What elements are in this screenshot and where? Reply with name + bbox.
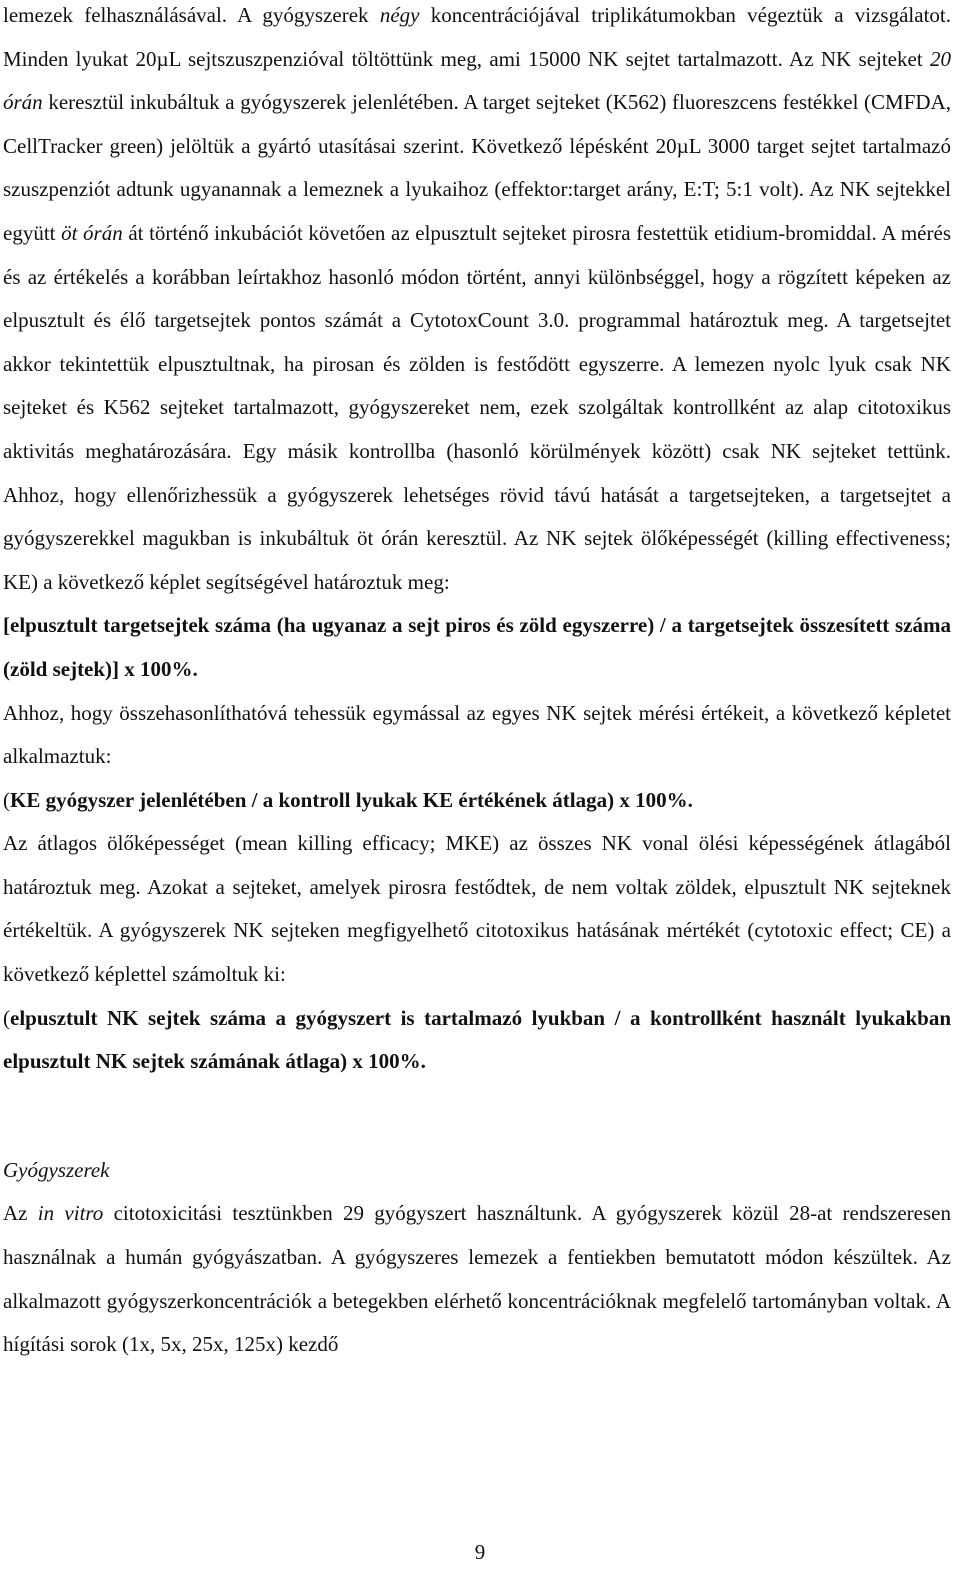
text-run: át történő inkubációt követően az elpusztult sejteket pirosra festettük etidium-bromiddal. A mérés és az értékelés a korábban leírtakhoz hasonló módon történt, annyi különbséggel, hogy a rögzített képeken az elpusztult és élő targetsejtek pontos számát a CytotoxCount 3.0. programmal határoztuk meg. A targetsejtet akkor tekintettük elpusztultnak, ha pirosan és zölden is festődött egyszerre. A lemezen nyolc lyuk csak NK sejteket és K562 sejteket tartalmazott, gyógyszereket nem, ezek szolgáltak kontrollként az alap citotoxikus aktivitás meghatározására. Egy másik kontrollba (hasonló körülmények között) csak NK sejteket tettünk. Ahhoz, hogy ellenőrizhessük a gyógyszerek lehetséges rövid távú hatását a targetsejteken, a targetsejtet a gyógyszerekkel magukban is inkubáltuk öt órán keresztül. Az NK sejtek ölőképességét (killing effectiveness; KE) a következő képlet segítségével határoztuk meg: bbox=[3, 220, 951, 594]
section-spacer bbox=[3, 1084, 951, 1149]
methods-paragraph bbox=[3, 0, 951, 604]
text-run: citotoxicitási tesztünkben 29 gyógyszert használtunk. A gyógyszerek közül 28-at rendszeresen használnak a humán gyógyászatban. A gyógyszeres lemezek a fentiekben bemutatott módon készültek. Az alkalmazott gyógyszerkoncentrációk a betegekben elérhető koncentrációknak megfelelő tartományban voltak. A hígítási sorok (1x, 5x, 25x, 125x) kezdő bbox=[3, 1201, 951, 1357]
italic-run: in vitro bbox=[37, 1201, 104, 1226]
drugs-paragraph bbox=[3, 1192, 951, 1366]
normalization-formula bbox=[3, 779, 951, 823]
formula-open-paren: ( bbox=[3, 787, 10, 812]
page-body bbox=[3, 0, 951, 1367]
normalization-paragraph: Ahhoz, hogy összehasonlíthatóvá tehessük egymással az egyes NK sejtek mérési értékeit, a következő képletet alkalmaztuk: bbox=[3, 700, 951, 769]
killing-effectiveness-formula: [elpusztult targetsejtek száma (ha ugyanaz a sejt piros és zöld egyszerre) / a targetsejtek összesített száma (zöld sejtek)] x 100%. bbox=[3, 613, 951, 681]
cytotoxic-effect-formula bbox=[3, 997, 951, 1084]
page-number: 9 bbox=[474, 1540, 486, 1564]
italic-run: öt órán bbox=[61, 220, 123, 245]
text-run: lemezek felhasználásával. A gyógyszerek bbox=[3, 3, 380, 27]
formula-text: KE gyógyszer jelenlétében / a kontroll lyukak KE értékének átlaga) x 100%. bbox=[10, 787, 693, 812]
section-heading: Gyógyszerek bbox=[3, 1157, 110, 1182]
italic-run: négy bbox=[379, 3, 420, 27]
mean-killing-paragraph: Az átlagos ölőképességet (mean killing efficacy; MKE) az összes NK vonal ölési képességének átlagából határoztuk meg. Azokat a sejteket, amelyek pirosra festődtek, de nem voltak zöldek, elpusztult NK sejteknek értékeltük. A gyógyszerek NK sejteken megfigyelhető citotoxikus hatásának mértékét (cytotoxic effect; CE) a következő képlettel számoltuk ki: bbox=[3, 831, 951, 987]
text-run: keresztül inkubáltuk a gyógyszerek jelenlétében. A target sejteket (K562) fluoreszcens festékkel (CMFDA, CellTracker green) jelöltük a gyártó utasításai szerint. Következő lépésként 20µL 3000 target sejtet tartalmazó szuszpenziót adtunk ugyanannak a lemeznek a lyukaihoz (effektor:target arány, E:T; 5:1 volt). Az NK sejtekkel együtt bbox=[3, 90, 951, 245]
text-run: Az bbox=[3, 1201, 38, 1226]
formula-text: elpusztult NK sejtek száma a gyógyszert is tartalmazó lyukban / a kontrollként használt lyukakban elpusztult NK sejtek számának átlaga) x 100%. bbox=[3, 1005, 951, 1074]
text-run: koncentrációjával triplikátumokban végeztük a vizsgálatot. Minden lyukat 20µL sejtszuszpenzióval töltöttünk meg, ami 15000 NK sejtet tartalmazott. Az NK sejteket bbox=[3, 3, 951, 71]
formula-open-paren: ( bbox=[3, 1005, 10, 1030]
italic-run: 20 órán bbox=[3, 46, 951, 115]
